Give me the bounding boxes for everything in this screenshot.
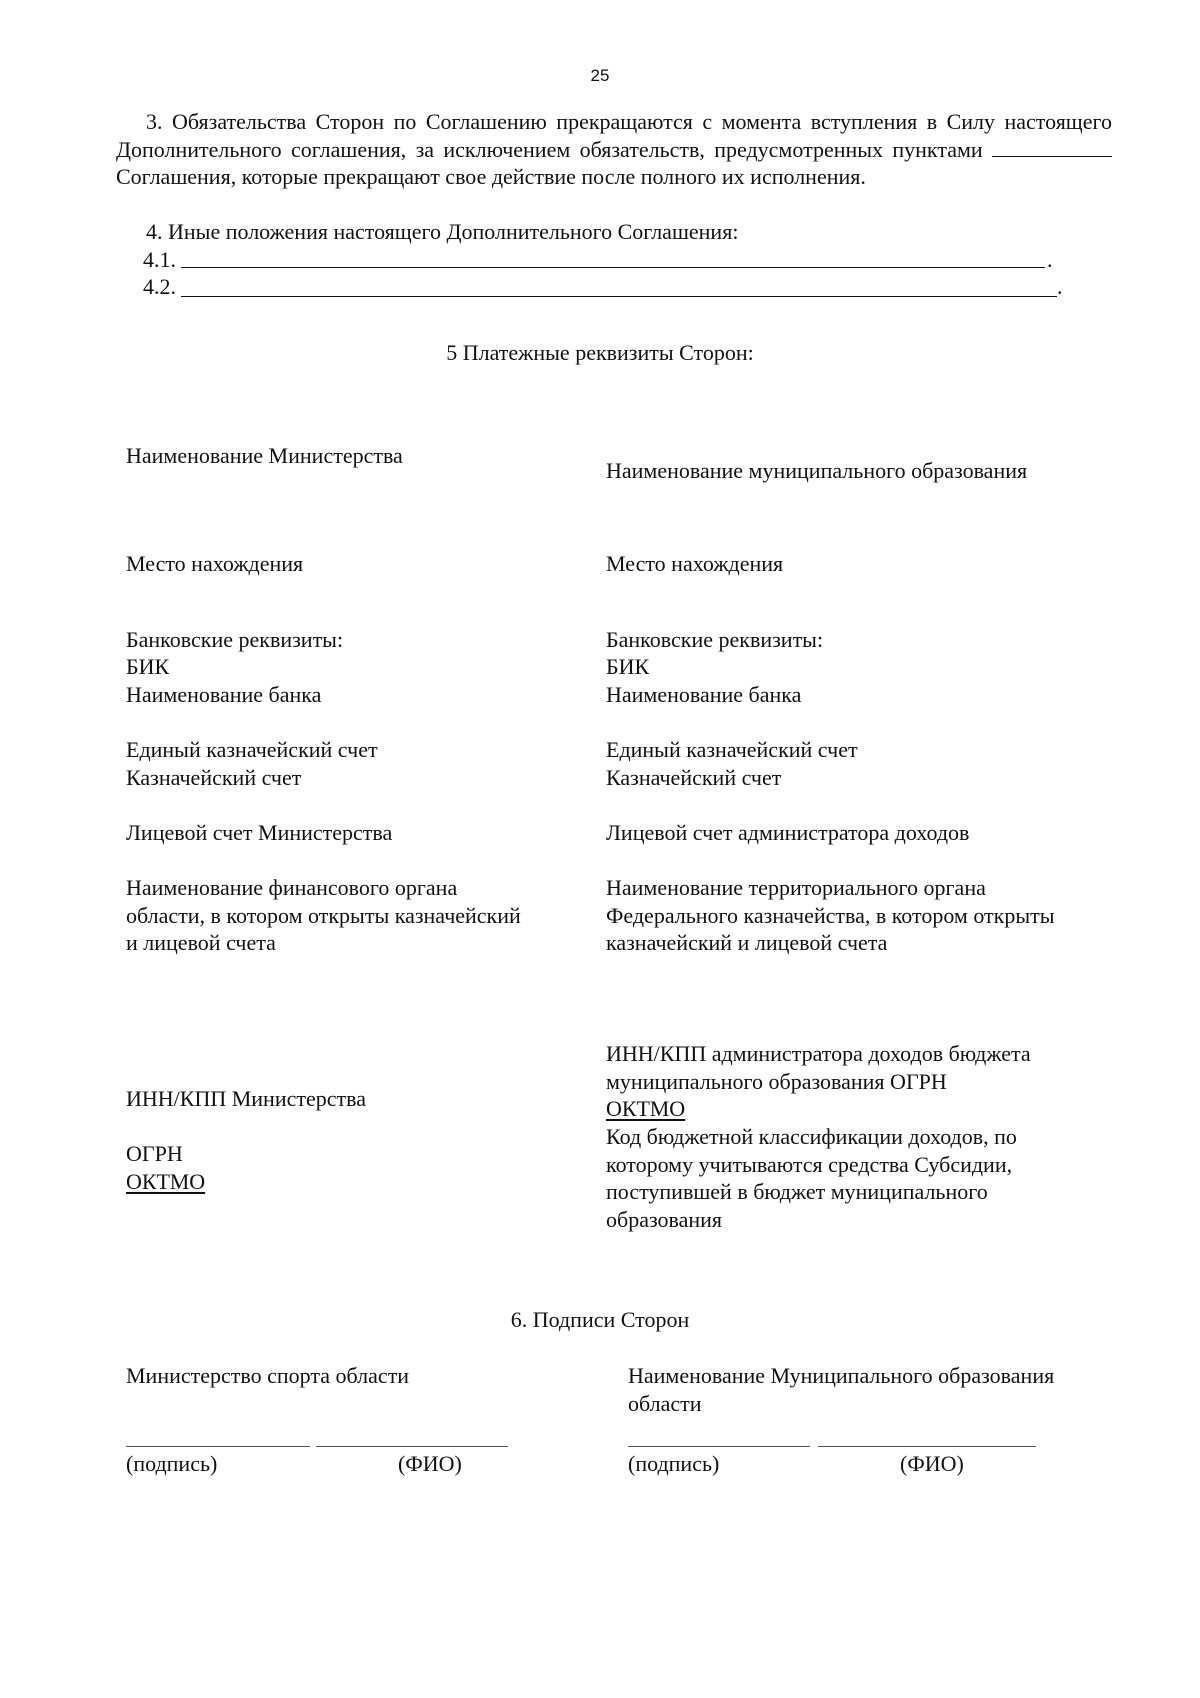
- clause-4-2-line: [143, 273, 1063, 301]
- left-inn-kpp: ИНН/КПП Министерства: [126, 1086, 366, 1111]
- left-fin-body-3: и лицевой счета: [126, 930, 276, 955]
- page-number: 25: [590, 66, 610, 85]
- clause-4-1-rule: [181, 267, 1045, 268]
- clause-4-2-rule: [181, 296, 1057, 297]
- right-municipality-name: Наименование муниципального образования: [606, 458, 1028, 483]
- clause-3-text-part1: 3. Обязательства Сторон по Соглашению прекращаются с момента вступления в Силу настоящего Дополнительного соглашения, за исключением обязательств, предусмотренных пунктами: [116, 109, 1112, 162]
- left-bank-name: Наименование банка: [126, 682, 322, 707]
- left-oktmo: ОКТМО: [126, 1169, 206, 1194]
- left-signature-caption: (подпись): [126, 1451, 218, 1476]
- signature-left-party: Министерство спорта области: [126, 1363, 410, 1388]
- clause-3: [116, 108, 1112, 191]
- right-kbk-2: которому учитываются средства Субсидии,: [606, 1152, 1013, 1177]
- signature-right-party-1: Наименование Муниципального образования: [628, 1363, 1055, 1388]
- left-treasury-account: Казначейский счет: [126, 765, 302, 790]
- left-bank-details: Банковские реквизиты:: [126, 627, 344, 652]
- left-fin-body-1: Наименование финансового органа: [126, 875, 458, 900]
- right-terr-body-1: Наименование территориального органа: [606, 875, 986, 900]
- left-signature-line: [126, 1446, 310, 1447]
- right-fio-caption: (ФИО): [900, 1451, 964, 1476]
- right-bank-details: Банковские реквизиты:: [606, 627, 824, 652]
- clause-4-1-label: 4.1.: [143, 247, 176, 272]
- clause-3-blank: [992, 138, 1112, 157]
- right-bank-name: Наименование банка: [606, 682, 802, 707]
- left-ministry-name: Наименование Министерства: [126, 443, 403, 468]
- right-signature-caption: (подпись): [628, 1451, 720, 1476]
- right-fio-line: [818, 1446, 1036, 1447]
- section-5-title: 5 Платежные реквизиты Сторон:: [446, 340, 754, 365]
- left-fio-caption: (ФИО): [398, 1451, 462, 1476]
- clause-4: 4. Иные положения настоящего Дополнительного Соглашения:: [146, 219, 739, 244]
- right-kbk-1: Код бюджетной классификации доходов, по: [606, 1124, 1017, 1149]
- clause-4-2-dot: .: [1057, 274, 1063, 299]
- right-terr-body-3: казначейский и лицевой счета: [606, 930, 888, 955]
- right-location: Место нахождения: [606, 551, 784, 576]
- right-oktmo: ОКТМО: [606, 1096, 686, 1121]
- right-kbk-3: поступившей в бюджет муниципального: [606, 1179, 988, 1204]
- left-ogrn: ОГРН: [126, 1141, 183, 1166]
- clause-4-1-dot: .: [1047, 247, 1053, 272]
- right-kbk-4: образования: [606, 1207, 723, 1232]
- clause-4-2-label: 4.2.: [143, 274, 176, 299]
- left-personal-account: Лицевой счет Министерства: [126, 820, 393, 845]
- left-fio-line: [316, 1446, 508, 1447]
- right-signature-line: [628, 1446, 810, 1447]
- right-treasury-account: Казначейский счет: [606, 765, 782, 790]
- right-bik: БИК: [606, 654, 650, 679]
- right-personal-account: Лицевой счет администратора доходов: [606, 820, 970, 845]
- left-bik: БИК: [126, 654, 170, 679]
- clause-4-1-line: [143, 246, 1053, 274]
- left-fin-body-2: области, в котором открыты казначейский: [126, 903, 521, 928]
- right-terr-body-2: Федерального казначейства, в котором открыты: [606, 903, 1055, 928]
- section-6-title: 6. Подписи Сторон: [510, 1307, 690, 1332]
- right-inn-2: муниципального образования ОГРН: [606, 1069, 947, 1094]
- signature-right-party-2: области: [628, 1391, 702, 1416]
- left-treasury-single: Единый казначейский счет: [126, 737, 378, 762]
- clause-3-text-part2: Соглашения, которые прекращают свое действие после полного их исполнения.: [116, 164, 866, 189]
- right-treasury-single: Единый казначейский счет: [606, 737, 858, 762]
- left-location: Место нахождения: [126, 551, 304, 576]
- right-inn-1: ИНН/КПП администратора доходов бюджета: [606, 1041, 1031, 1066]
